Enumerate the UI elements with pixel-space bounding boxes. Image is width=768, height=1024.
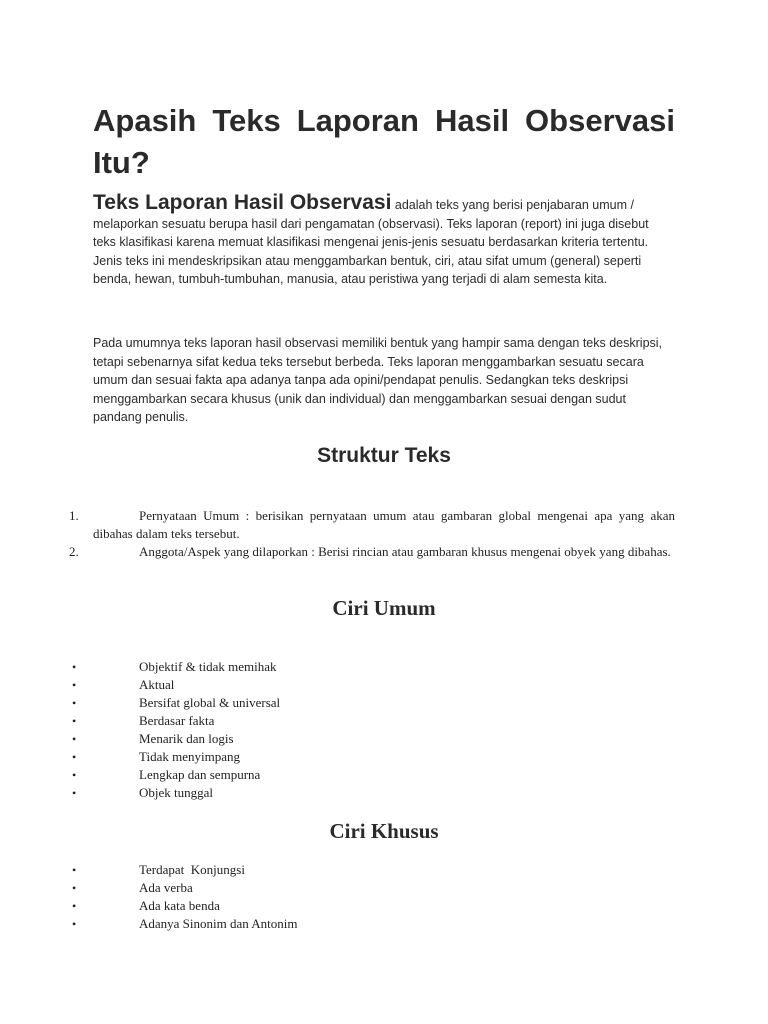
struktur-list xyxy=(69,507,675,561)
bullet-icon: • xyxy=(72,678,77,692)
list-item-text: Objek tunggal xyxy=(139,785,214,800)
list-item xyxy=(72,897,675,915)
heading-ciri-umum: Ciri Umum xyxy=(332,596,436,620)
list-item xyxy=(72,861,675,879)
bullet-icon: • xyxy=(72,768,77,782)
list-item-text: Objektif & tidak memihak xyxy=(139,659,277,674)
heading-ciri-khusus: Ciri Khusus xyxy=(329,819,439,843)
list-item-text: Anggota/Aspek yang dilaporkan : Berisi rincian atau gambaran khusus mengenai obyek yang dibahas. xyxy=(139,544,671,559)
list-item-text: Menarik dan logis xyxy=(139,731,234,746)
struktur-list-item xyxy=(69,507,675,543)
list-number: 1. xyxy=(69,508,79,523)
bullet-icon: • xyxy=(72,660,77,674)
list-item xyxy=(72,712,675,730)
list-item-text: Adanya Sinonim dan Antonim xyxy=(139,916,298,931)
bullet-icon: • xyxy=(72,714,77,728)
list-item xyxy=(72,730,675,748)
list-item-text: Aktual xyxy=(139,677,175,692)
heading-struktur-teks: Struktur Teks xyxy=(317,444,451,467)
bullet-icon: • xyxy=(72,881,77,895)
intro-paragraph xyxy=(93,191,675,289)
bullet-icon: • xyxy=(72,786,77,800)
list-number: 2. xyxy=(69,544,79,559)
page-title: Apasih Teks Laporan Hasil Observasi Itu? xyxy=(93,103,675,180)
bullet-icon: • xyxy=(72,750,77,764)
intro-lead-term: Teks Laporan Hasil Observasi xyxy=(93,191,392,214)
list-item-text: Bersifat global & universal xyxy=(139,695,281,710)
list-item-text: Berdasar fakta xyxy=(139,713,215,728)
list-item xyxy=(72,658,675,676)
comparison-paragraph: Pada umumnya teks laporan hasil observasi memiliki bentuk yang hampir sama dengan teks deskripsi, tetapi sebenarnya sifat kedua teks tersebut berbeda. Teks laporan menggambarkan sesuatu secara umum dan sesuai fakta apa adanya tanpa ada opini/pendapat penulis. Sedangkan teks deskripsi menggambarkan secara khusus (unik dan individual) dan menggambarkan sesuai dengan sudut pandang penulis. xyxy=(93,336,663,424)
intro-text: adalah teks yang berisi penjabaran umum / melaporkan sesuatu berupa hasil dari pengamatan (observasi). Teks laporan (report) ini juga disebut teks klasifikasi karena memuat klasifikasi mengenai jenis-jenis sesuatu berdasarkan kriteria tertentu. Jenis teks ini mendeskripsikan atau menggambarkan bentuk, ciri, atau sifat umum (general) seperti benda, hewan, tumbuh-tumbuhan, manusia, atau peristiwa yang terjadi di alam semesta kita. xyxy=(93,198,649,286)
list-item-text: Ada kata benda xyxy=(139,898,220,913)
list-item xyxy=(72,784,675,802)
list-item xyxy=(72,766,675,784)
list-item xyxy=(72,676,675,694)
list-item xyxy=(72,748,675,766)
list-item-text: Lengkap dan sempurna xyxy=(139,767,261,782)
bullet-icon: • xyxy=(72,917,77,931)
list-item-text: Ada verba xyxy=(139,880,193,895)
list-item-text: Pernyataan Umum : berisikan pernyataan umum atau gambaran global mengenai apa yang akan dibahas dalam teks tersebut. xyxy=(93,508,675,541)
struktur-list-item xyxy=(69,543,675,561)
list-item xyxy=(72,879,675,897)
ciri-umum-list xyxy=(72,658,675,802)
bullet-icon: • xyxy=(72,863,77,877)
ciri-khusus-list xyxy=(72,861,675,933)
list-item-text: Tidak menyimpang xyxy=(139,749,240,764)
bullet-icon: • xyxy=(72,899,77,913)
list-item-text: Terdapat Konjungsi xyxy=(139,862,245,877)
bullet-icon: • xyxy=(72,732,77,746)
list-item xyxy=(72,694,675,712)
list-item xyxy=(72,915,675,933)
bullet-icon: • xyxy=(72,696,77,710)
